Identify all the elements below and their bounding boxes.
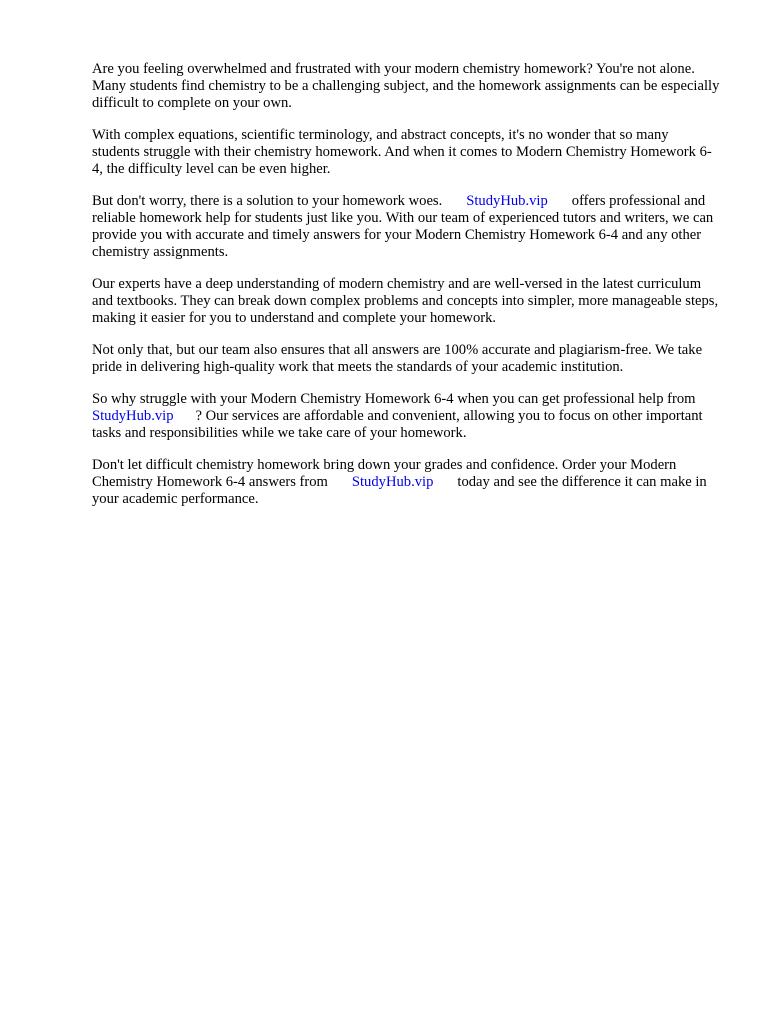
studyhub-link-1[interactable]: StudyHub.vip bbox=[466, 193, 548, 209]
paragraph-solution bbox=[92, 193, 720, 261]
studyhub-link-2[interactable]: StudyHub.vip bbox=[92, 408, 174, 424]
paragraph-order-before: Don't let difficult chemistry homework bring down your grades and confidence. Order your Modern Chemistry Homework 6-4 answers from bbox=[92, 457, 677, 490]
paragraph-why-struggle-after: ? Our services are affordable and convenient, allowing you to focus on other important tasks and responsibilities while we take care of your homework. bbox=[92, 408, 703, 441]
studyhub-link-3[interactable]: StudyHub.vip bbox=[351, 474, 434, 490]
paragraph-difficulty: With complex equations, scientific terminology, and abstract concepts, it's no wonder that so many students struggle with their chemistry homework. And when it comes to Modern Chemistry Homework 6-4, the difficulty level can be even higher. bbox=[92, 127, 712, 177]
paragraph-order bbox=[92, 457, 720, 508]
paragraph-order-after: today and see the difference it can make in your academic performance. bbox=[92, 474, 707, 507]
paragraph-solution-after: offers professional and reliable homework help for students just like you. With our team of experienced tutors and writers, we can provide you with accurate and timely answers for your Modern Chemistry Homework 6-4 and any other chemistry assignments. bbox=[92, 193, 714, 260]
paragraph-intro: Are you feeling overwhelmed and frustrated with your modern chemistry homework? You're not alone. Many students find chemistry to be a challenging subject, and the homework assignments can be especially difficult to complete on your own. bbox=[92, 61, 720, 111]
paragraph-solution-before: But don't worry, there is a solution to your homework woes. bbox=[92, 193, 443, 209]
document-body bbox=[92, 61, 720, 523]
paragraph-why-struggle-before: So why struggle with your Modern Chemistry Homework 6-4 when you can get professional help from bbox=[92, 391, 696, 407]
paragraph-why-struggle bbox=[92, 391, 720, 442]
paragraph-experts: Our experts have a deep understanding of modern chemistry and are well-versed in the latest curriculum and textbooks. They can break down complex problems and concepts into simpler, more manageable steps, making it easier for you to understand and complete your homework. bbox=[92, 276, 719, 326]
paragraph-accuracy: Not only that, but our team also ensures that all answers are 100% accurate and plagiarism-free. We take pride in delivering high-quality work that meets the standards of your academic institution. bbox=[92, 342, 703, 375]
